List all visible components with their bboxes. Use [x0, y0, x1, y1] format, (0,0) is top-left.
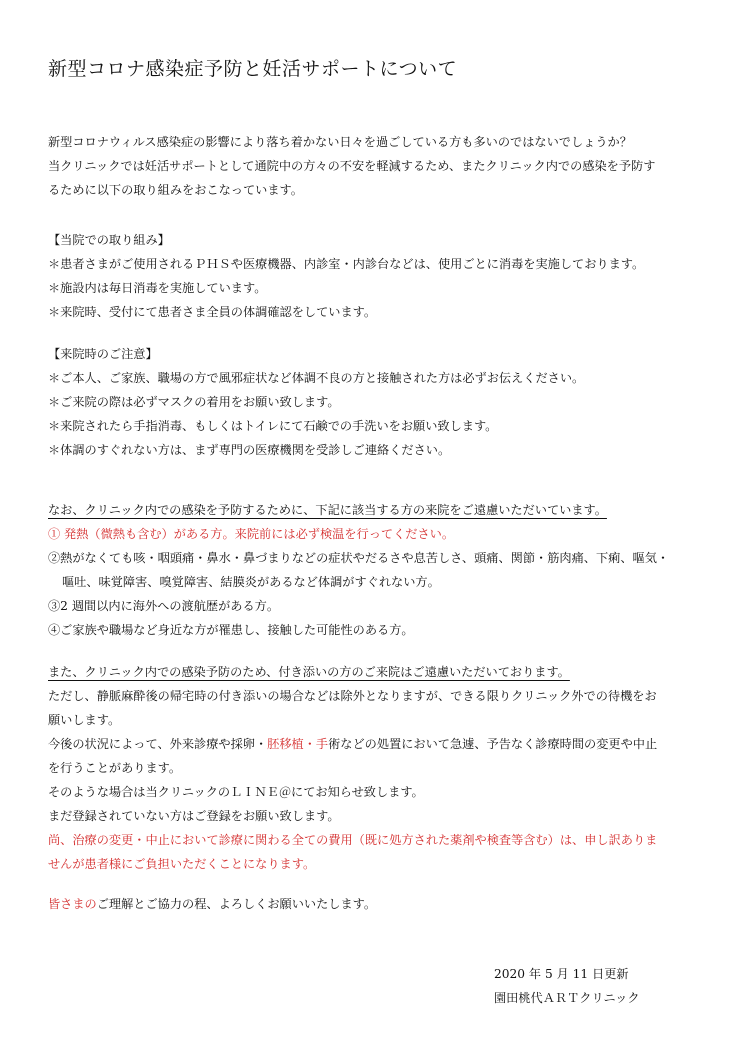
notes-item: ＊ご本人、ご家族、職場の方で風邪症状など体調不良の方と接触された方は必ずお伝えください。	[48, 371, 585, 385]
closing-highlight: 皆さまの	[48, 897, 97, 911]
closing-line	[48, 896, 376, 912]
measures-item: ＊患者さまがご使用されるＰＨＳや医療機器、内診室・内診台などは、使用ごとに消毒を実施しております。	[48, 257, 645, 271]
refrain-item-1: ① 発熱（微熱も含む）がある方。来院前には必ず検温を行ってください。	[48, 527, 455, 541]
measures-item: ＊施設内は毎日消毒を実施しています。	[48, 281, 267, 295]
notes-heading: 【来院時のご注意】	[48, 347, 158, 361]
notes-item: ＊ご来院の際は必ずマスクの着用をお願い致します。	[48, 395, 340, 409]
companion-heading: また、クリニック内での感染予防のため、付き添いの方のご来院はご遠慮いただいております。	[48, 665, 570, 679]
measures-heading: 【当院での取り組み】	[48, 233, 170, 247]
refrain-item-3: ③2 週間以内に海外への渡航歴がある方。	[48, 599, 280, 613]
clinic-name: 園田桃代ＡＲＴクリニック	[494, 991, 640, 1005]
schedule-change-text: 今後の状況によって、外来診療や採卵・	[48, 737, 268, 751]
line-notice-line: そのような場合は当クリニックのＬＩＮＥ＠にてお知らせ致します。	[48, 785, 424, 799]
intro-line-2: 当クリニックでは妊活サポートとして通院中の方々の不安を軽減するため、またクリニック内での感染を予防す	[48, 159, 656, 173]
registration-line: まだ登録されていない方はご登録をお願い致します。	[48, 809, 340, 823]
page-title: 新型コロナ感染症予防と妊活サポートについて	[48, 58, 458, 80]
refrain-item-2: ②熱がなくても咳・咽頭痛・鼻水・鼻づまりなどの症状やだるさや息苦しさ、頭痛、関節・筋肉痛、下痢、嘔気・	[48, 551, 670, 565]
refrain-item-4: ④ご家族や職場など身近な方が罹患し、接触した可能性のある方。	[48, 623, 414, 637]
measures-item: ＊来院時、受付にて患者さま全員の体調確認をしています。	[48, 305, 377, 319]
companion-line: 願いします。	[48, 713, 121, 727]
notes-item: ＊体調のすぐれない方は、まず専門の医療機関を受診しご連絡ください。	[48, 443, 451, 457]
refrain-item-2-continued: 嘔吐、味覚障害、嗅覚障害、結膜炎があるなど体調がすぐれない方。	[62, 575, 440, 589]
schedule-change-line	[48, 736, 657, 752]
refrain-heading: なお、クリニック内での感染を予防するために、下記に該当する方の来院をご遠慮いただいています。	[48, 503, 607, 517]
update-date: 2020 年 5 月 11 日更新	[494, 967, 629, 981]
companion-line: ただし、静脈麻酔後の帰宅時の付き添いの場合などは除外となりますが、できる限りクリニック外での待機をお	[48, 689, 657, 703]
schedule-change-text: 術などの処置において急遽、予告なく診療時間の変更や中止	[328, 737, 658, 751]
cost-notice-line: せんが患者様にご負担いただくことになります。	[48, 857, 316, 871]
cost-notice-line: 尚、治療の変更・中止において診療に関わる全ての費用（既に処方された薬剤や検査等含む）は、申し訳ありま	[48, 833, 658, 847]
intro-line-1: 新型コロナウィルス感染症の影響により落ち着かない日々を過ごしている方も多いのではないでしょうか？	[48, 135, 632, 149]
intro-line-3: るために以下の取り組みをおこなっています。	[48, 183, 303, 197]
companion-line: を行うことがあります。	[48, 761, 182, 775]
notes-item: ＊来院されたら手指消毒、もしくはトイレにて石鹸での手洗いをお願い致します。	[48, 419, 498, 433]
schedule-change-highlight: 胚移植・手	[267, 737, 329, 751]
closing-text: ご理解とご協力の程、よろしくお願いいたします。	[96, 897, 377, 911]
